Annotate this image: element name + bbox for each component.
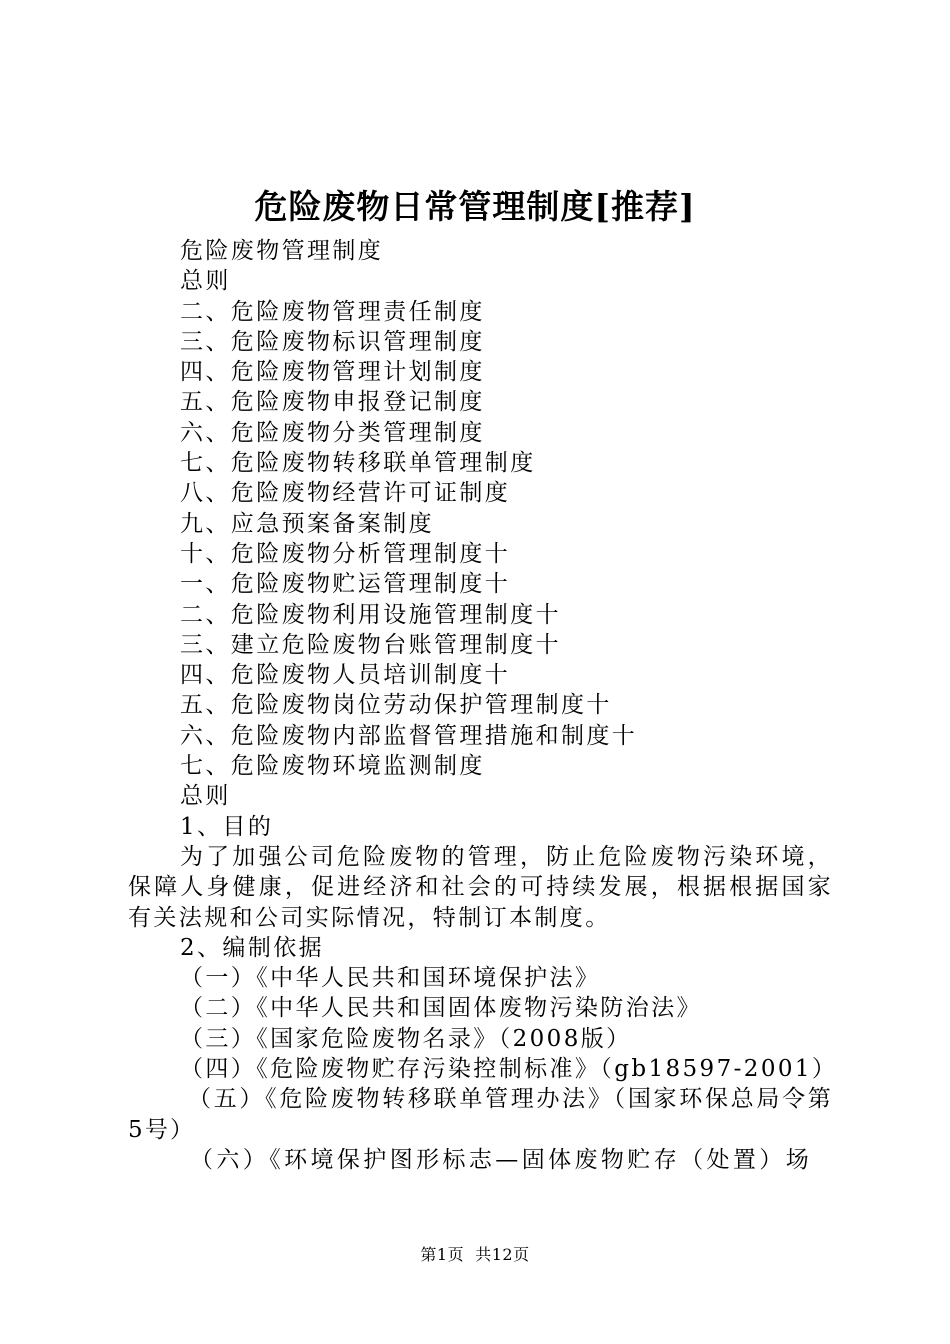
subsection-heading: 2、编制依据 (180, 934, 325, 961)
toc-line: 七、危险废物转移联单管理制度 (180, 450, 536, 477)
purpose-paragraph: 为了加强公司危险废物的管理，防止危险废物污染环境，保障人身健康，促进经济和社会的可持续发展，根据根据国家有关法规和公司实际情况，特制订本制度。 (128, 843, 833, 931)
toc-line: 九、应急预案备案制度 (180, 510, 434, 537)
reference-item: （六）《环境保护图形标志—固体废物贮存（处置）场 (190, 1146, 813, 1173)
reference-item: （四）《危险废物贮存污染控制标准》（gb18597-2001） (180, 1056, 838, 1083)
toc-line: 一、危险废物贮运管理制度十 (180, 571, 511, 598)
toc-line: 总则 (180, 268, 231, 295)
toc-line: 四、危险废物管理计划制度 (180, 359, 485, 386)
toc-line: 四、危险废物人员培训制度十 (180, 662, 511, 689)
toc-line: 五、危险废物岗位劳动保护管理制度十 (180, 692, 612, 719)
toc-line: 三、危险废物标识管理制度 (180, 328, 485, 355)
document-title: 危险废物日常管理制度[推荐] (254, 187, 696, 226)
toc-line: 二、危险废物管理责任制度 (180, 298, 485, 325)
toc-line: 五、危险废物申报登记制度 (180, 389, 485, 416)
page-footer (0, 1244, 950, 1266)
toc-line: 六、危险废物内部监督管理措施和制度十 (180, 722, 638, 749)
toc-line: 危险废物管理制度 (180, 238, 384, 264)
subsection-heading: 1、目的 (180, 813, 274, 840)
toc-line: 二、危险废物利用设施管理制度十 (180, 601, 561, 628)
section-heading: 总则 (180, 783, 231, 810)
page-number: 第1页 共12页 (420, 1245, 530, 1264)
toc-line: 十、危险废物分析管理制度十 (180, 540, 511, 567)
reference-item: （三）《国家危险废物名录》（2008版） (180, 1025, 632, 1052)
document-body (128, 236, 838, 1175)
reference-item: （一）《中华人民共和国环境保护法》 (180, 965, 601, 992)
toc-line: 三、建立危险废物台账管理制度十 (180, 631, 561, 658)
toc-line: 七、危险废物环境监测制度 (180, 753, 485, 780)
reference-item: （二）《中华人民共和国固体废物污染防治法》 (180, 995, 702, 1022)
reference-item: （五）《危险废物转移联单管理办法》（国家环保总局令第5号） (128, 1086, 833, 1143)
toc-line: 六、危险废物分类管理制度 (180, 419, 485, 446)
toc-line: 八、危险废物经营许可证制度 (180, 480, 511, 507)
